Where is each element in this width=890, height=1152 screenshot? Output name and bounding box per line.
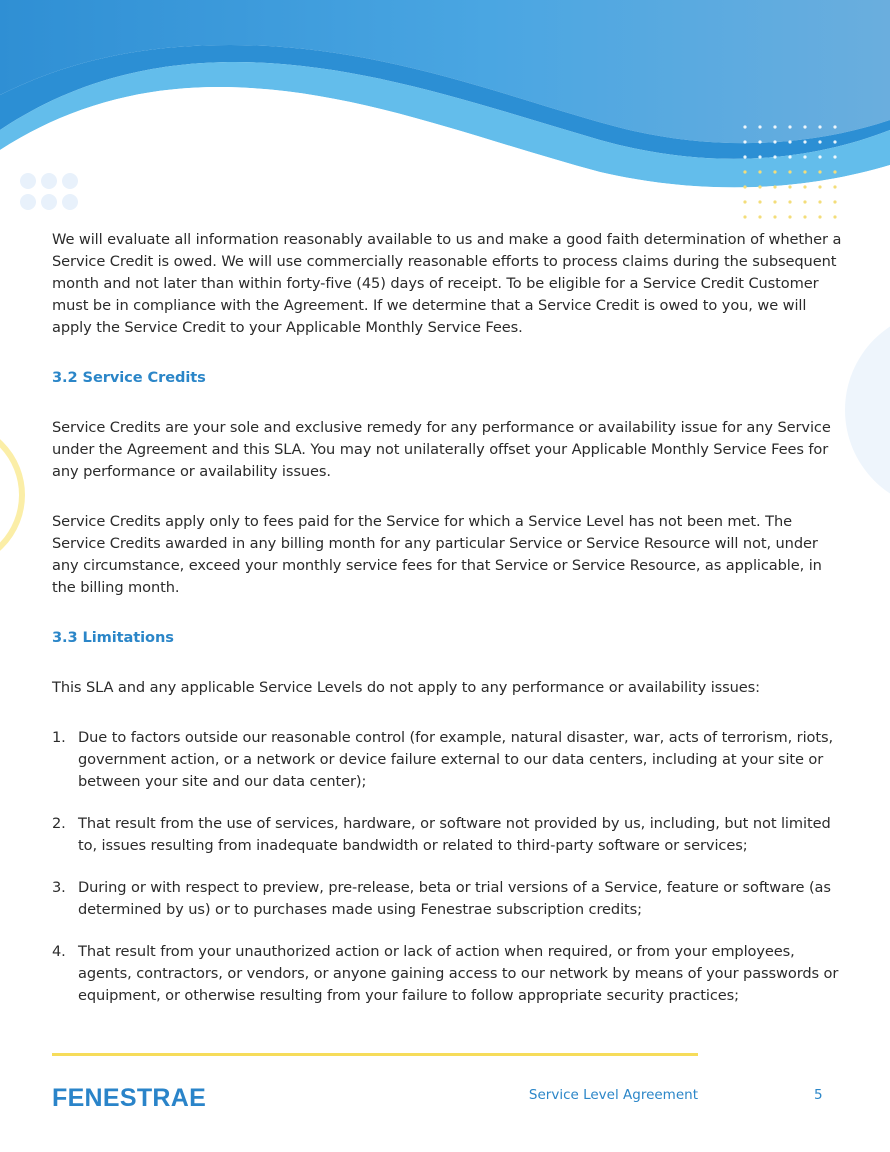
list-item-text: That result from the use of services, hardware, or software not provided by us, including, but not limited to, issues resulting from inadequate bandwidth or related to third-party software or services; (78, 815, 831, 854)
list-item (52, 941, 842, 1007)
list-number: 4. (52, 943, 66, 960)
paragraph: This SLA and any applicable Service Levels do not apply to any performance or availability issues: (52, 679, 761, 696)
list-item (52, 813, 842, 857)
list-item (52, 877, 842, 921)
paragraph: Service Credits apply only to fees paid for the Service for which a Service Level has not been met. The Service Credits awarded in any billing month for any particular Service or Service Resource will not, under any circumstance, exceed your monthly service fees for that Service or Service Resource, as applicable, in the billing month. (52, 513, 822, 596)
list-item (52, 727, 842, 793)
document-body (52, 229, 842, 1027)
intro-paragraph: We will evaluate all information reasonably available to us and make a good faith determination of whether a Service Credit is owed. We will use commercially reasonable efforts to process claims during the subsequent month and not later than within forty-five (45) days of receipt. To be eligible for a Service Credit Customer must be in compliance with the Agreement. If we determine that a Service Credit is owed to you, we will apply the Service Credit to your Applicable Monthly Service Fees. (52, 231, 842, 336)
left-ring-decoration (0, 420, 30, 570)
limitations-list (52, 727, 842, 1007)
header-wave-graphic (0, 0, 890, 240)
paragraph: Service Credits are your sole and exclusive remedy for any performance or availability issue for any Service under the Agreement and this SLA. You may not unilaterally offset your Applicable Monthly Service Fees for any performance or availability issues. (52, 419, 831, 480)
section-heading-service-credits: 3.2 Service Credits (52, 369, 206, 386)
list-number: 1. (52, 729, 66, 746)
list-item-text: During or with respect to preview, pre-release, beta or trial versions of a Service, feature or software (as determined by us) or to purchases made using Fenestrae subscription credits; (78, 879, 831, 918)
list-number: 2. (52, 815, 66, 832)
section-heading-limitations: 3.3 Limitations (52, 629, 174, 646)
page-number: 5 (814, 1087, 823, 1103)
footer-divider (52, 1053, 698, 1056)
footer-document-title: Service Level Agreement (528, 1087, 698, 1103)
brand-logo: FENESTRAE (52, 1084, 207, 1112)
list-number: 3. (52, 879, 66, 896)
list-item-text: That result from your unauthorized action or lack of action when required, or from your employees, agents, contractors, or vendors, or anyone gaining access to our network by means of your passwords or equipment, or otherwise resulting from your failure to follow appropriate security practices; (78, 943, 839, 1004)
right-circle-decoration (845, 310, 890, 510)
list-item-text: Due to factors outside our reasonable control (for example, natural disaster, war, acts of terrorism, riots, government action, or a network or device failure external to our data centers, including at your site or between your site and our data center); (78, 729, 834, 790)
